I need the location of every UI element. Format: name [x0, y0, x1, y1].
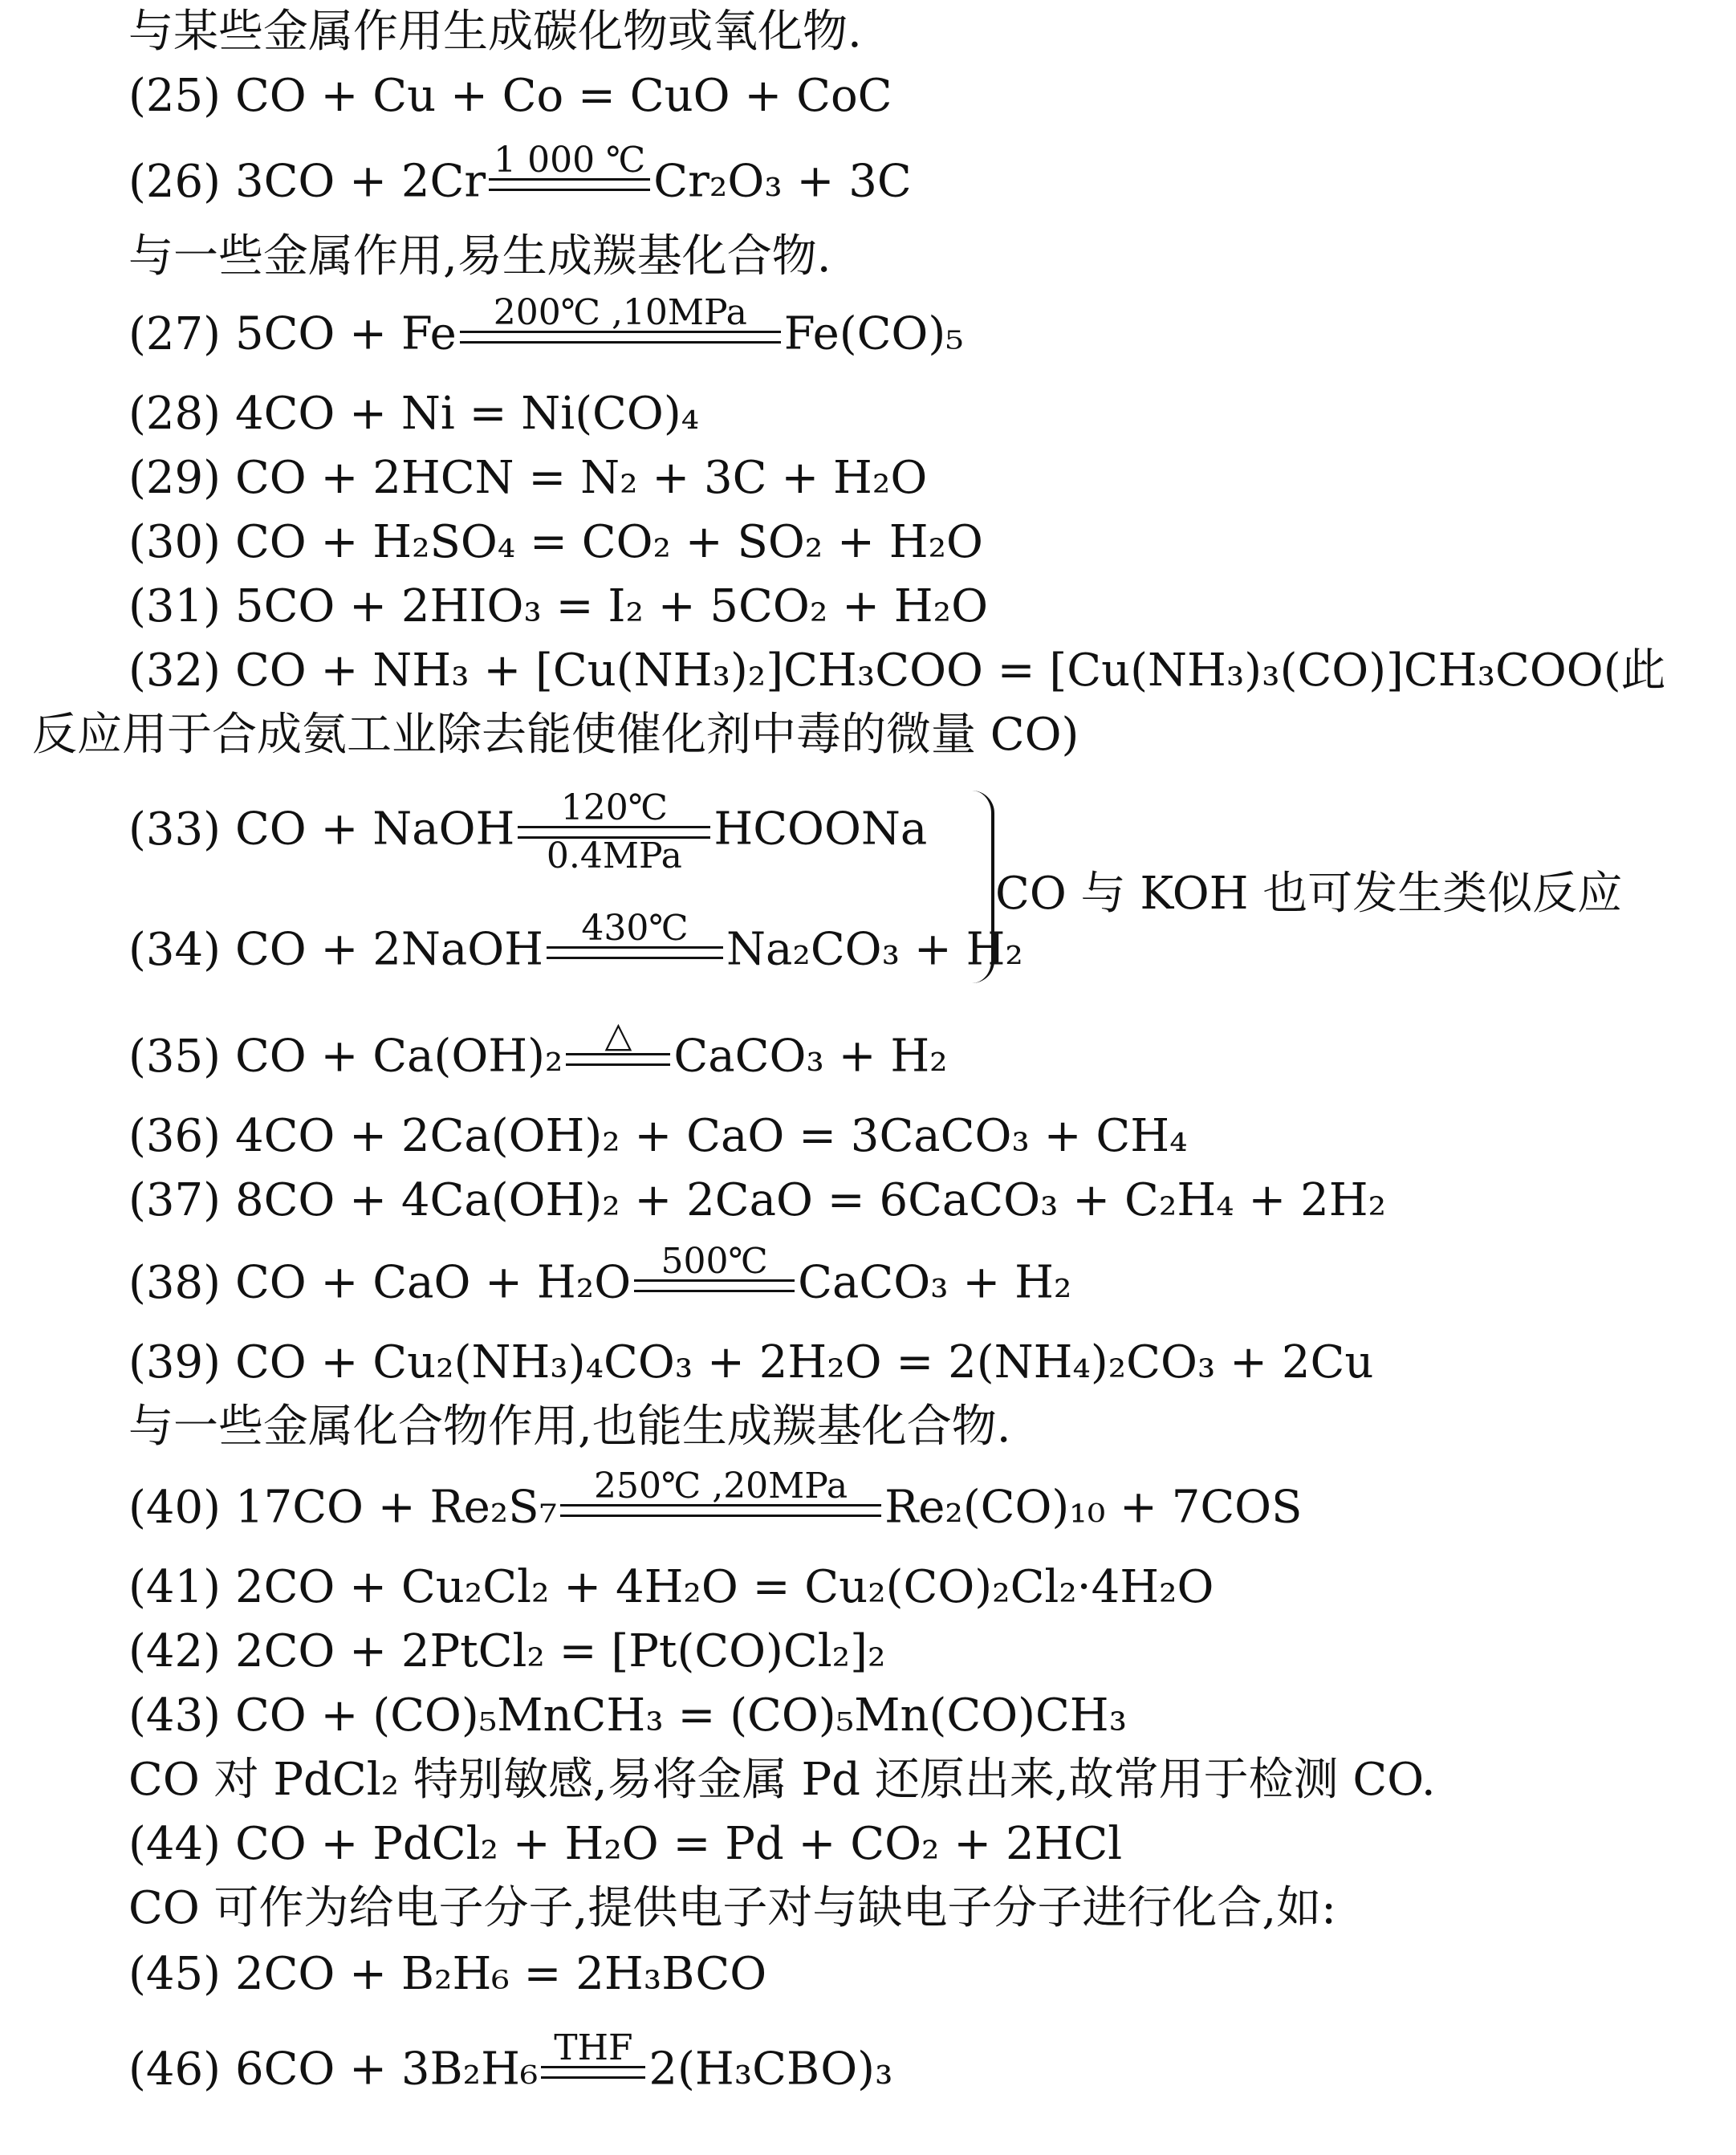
reaction-left: 6CO + 3B₂H₆ — [234, 2043, 539, 2096]
text-donor-note: CO 可作为给电子分子,提供电子对与缺电子分子进行化合,如: — [128, 1882, 1337, 1934]
reaction-44 — [128, 1819, 1122, 1870]
reaction-equation: 2CO + B₂H₆ = 2H₃BCO — [234, 1948, 767, 2000]
reaction-number: (35) — [128, 1030, 221, 1083]
reaction-36 — [128, 1111, 1188, 1162]
reaction-number: (40) — [128, 1481, 221, 1534]
reaction-number: (25) — [128, 70, 221, 122]
reaction-number: (26) — [128, 155, 221, 208]
condition-text: 1 000 ℃ — [494, 140, 646, 181]
reaction-31 — [128, 581, 988, 632]
reaction-number: (31) — [128, 580, 221, 632]
reaction-37 — [128, 1175, 1386, 1226]
reaction-38 — [128, 1241, 1072, 1328]
reaction-27 — [128, 292, 964, 379]
reaction-46 — [128, 2027, 893, 2114]
reaction-number: (28) — [128, 388, 221, 440]
text-intro-carbonyl: 与一些金属作用,易生成羰基化合物. — [128, 230, 831, 283]
reaction-26 — [128, 140, 912, 226]
reaction-left: CO + CaO + H₂O — [234, 1256, 632, 1309]
reaction-number: (43) — [128, 1689, 221, 1742]
reaction-32 — [128, 645, 1666, 697]
condition-text: 430℃ — [581, 908, 689, 949]
reaction-left: 5CO + Fe — [234, 307, 457, 360]
reaction-number: (39) — [128, 1336, 221, 1389]
reaction-39 — [128, 1337, 1373, 1389]
reaction-equation: CO + 2HCN = N₂ + 3C + H₂O — [234, 452, 928, 504]
condition-arrow — [560, 1466, 881, 1552]
condition-text: 250℃ ,20MPa — [594, 1466, 848, 1506]
reaction-number: (46) — [128, 2043, 221, 2096]
reaction-number: (33) — [128, 803, 221, 856]
reaction-equation: 5CO + 2HIO₃ = I₂ + 5CO₂ + H₂O — [234, 580, 988, 632]
reaction-number: (29) — [128, 452, 221, 504]
reaction-number: (32) — [128, 644, 221, 697]
reaction-number: (45) — [128, 1948, 221, 2000]
reaction-equation: 8CO + 4Ca(OH)₂ + 2CaO = 6CaCO₃ + C₂H₄ + 2H₂ — [234, 1174, 1387, 1226]
condition-arrow — [518, 787, 710, 876]
reaction-number: (44) — [128, 1818, 221, 1870]
text-pdcl2-note: CO 对 PdCl₂ 特别敏感,易将金属 Pd 还原出来,故常用于检测 CO. — [128, 1754, 1436, 1806]
reaction-left: 3CO + 2Cr — [234, 155, 486, 208]
reaction-equation: 4CO + Ni = Ni(CO)₄ — [234, 388, 700, 440]
text-intro-carbide: 与某些金属作用生成碳化物或氧化物. — [128, 6, 862, 58]
reaction-28 — [128, 388, 699, 440]
condition-text: 120℃ — [560, 787, 668, 828]
reaction-41 — [128, 1562, 1214, 1613]
reaction-left: CO + Ca(OH)₂ — [234, 1030, 563, 1083]
reaction-42 — [128, 1626, 885, 1677]
reaction-right: Na₂CO₃ + H₂ — [726, 923, 1023, 976]
condition-arrow — [566, 1014, 670, 1101]
reaction-40 — [128, 1466, 1303, 1552]
brace-note: CO 与 KOH 也可发生类似反应 — [995, 868, 1623, 920]
condition-arrow — [489, 140, 650, 226]
reaction-right: CaCO₃ + H₂ — [798, 1256, 1072, 1309]
reaction-right: Re₂(CO)₁₀ + 7COS — [884, 1481, 1303, 1534]
reaction-equation: CO + Cu₂(NH₃)₄CO₃ + 2H₂O = 2(NH₄)₂CO₃ + 2Cu — [234, 1336, 1374, 1389]
reaction-equation: CO + NH₃ + [Cu(NH₃)₂]CH₃COO = [Cu(NH₃)₃(CO)]CH₃COO(此 — [234, 644, 1666, 697]
condition-text: 500℃ — [661, 1241, 768, 1282]
reaction-right: Fe(CO)₅ — [783, 307, 964, 360]
reaction-equation: 2CO + Cu₂Cl₂ + 4H₂O = Cu₂(CO)₂Cl₂·4H₂O — [234, 1561, 1214, 1613]
condition-arrow — [541, 2027, 645, 2114]
condition-arrow — [460, 292, 781, 379]
reaction-right: Cr₂O₃ + 3C — [653, 155, 912, 208]
reaction-30 — [128, 517, 983, 568]
reaction-number: (36) — [128, 1110, 221, 1162]
reaction-left: CO + 2NaOH — [234, 923, 543, 976]
reaction-equation: CO + H₂SO₄ = CO₂ + SO₂ + H₂O — [234, 516, 983, 568]
reaction-number: (38) — [128, 1256, 221, 1309]
reaction-right: CaCO₃ + H₂ — [673, 1030, 948, 1083]
reaction-32-note: 反应用于合成氨工业除去能使催化剂中毒的微量 CO) — [32, 709, 1079, 761]
right-brace — [959, 791, 994, 983]
reaction-right: HCOONa — [714, 803, 928, 856]
reaction-number: (30) — [128, 516, 221, 568]
reaction-45 — [128, 1949, 766, 2000]
reaction-number: (34) — [128, 923, 221, 976]
reaction-43 — [128, 1690, 1127, 1742]
text-intro-compounds: 与一些金属化合物作用,也能生成羰基化合物. — [128, 1401, 1011, 1453]
reaction-33 — [128, 787, 928, 876]
reaction-equation: CO + PdCl₂ + H₂O = Pd + CO₂ + 2HCl — [234, 1818, 1123, 1870]
reaction-35 — [128, 1014, 948, 1101]
heat-symbol: △ — [604, 1014, 632, 1055]
reaction-number: (27) — [128, 307, 221, 360]
reaction-34 — [128, 908, 1023, 994]
reaction-equation: CO + Cu + Co = CuO + CoC — [234, 70, 892, 122]
reaction-equation: CO + (CO)₅MnCH₃ = (CO)₅Mn(CO)CH₃ — [234, 1689, 1128, 1742]
condition-arrow — [547, 908, 723, 994]
reaction-equation: 2CO + 2PtCl₂ = [Pt(CO)Cl₂]₂ — [234, 1625, 886, 1677]
condition-text: THF — [554, 2027, 633, 2068]
condition-arrow — [634, 1241, 795, 1328]
reaction-right: 2(H₃CBO)₃ — [648, 2043, 893, 2096]
reaction-25 — [128, 71, 892, 122]
reaction-left: CO + NaOH — [234, 803, 515, 856]
reaction-left: 17CO + Re₂S₇ — [234, 1481, 558, 1534]
reaction-number: (37) — [128, 1174, 221, 1226]
condition-text: 200℃ ,10MPa — [493, 292, 747, 333]
reaction-29 — [128, 453, 927, 504]
reaction-number: (42) — [128, 1625, 221, 1677]
reaction-equation: 4CO + 2Ca(OH)₂ + CaO = 3CaCO₃ + CH₄ — [234, 1110, 1188, 1162]
condition-text-below: 0.4MPa — [546, 836, 682, 876]
reaction-number: (41) — [128, 1561, 221, 1613]
